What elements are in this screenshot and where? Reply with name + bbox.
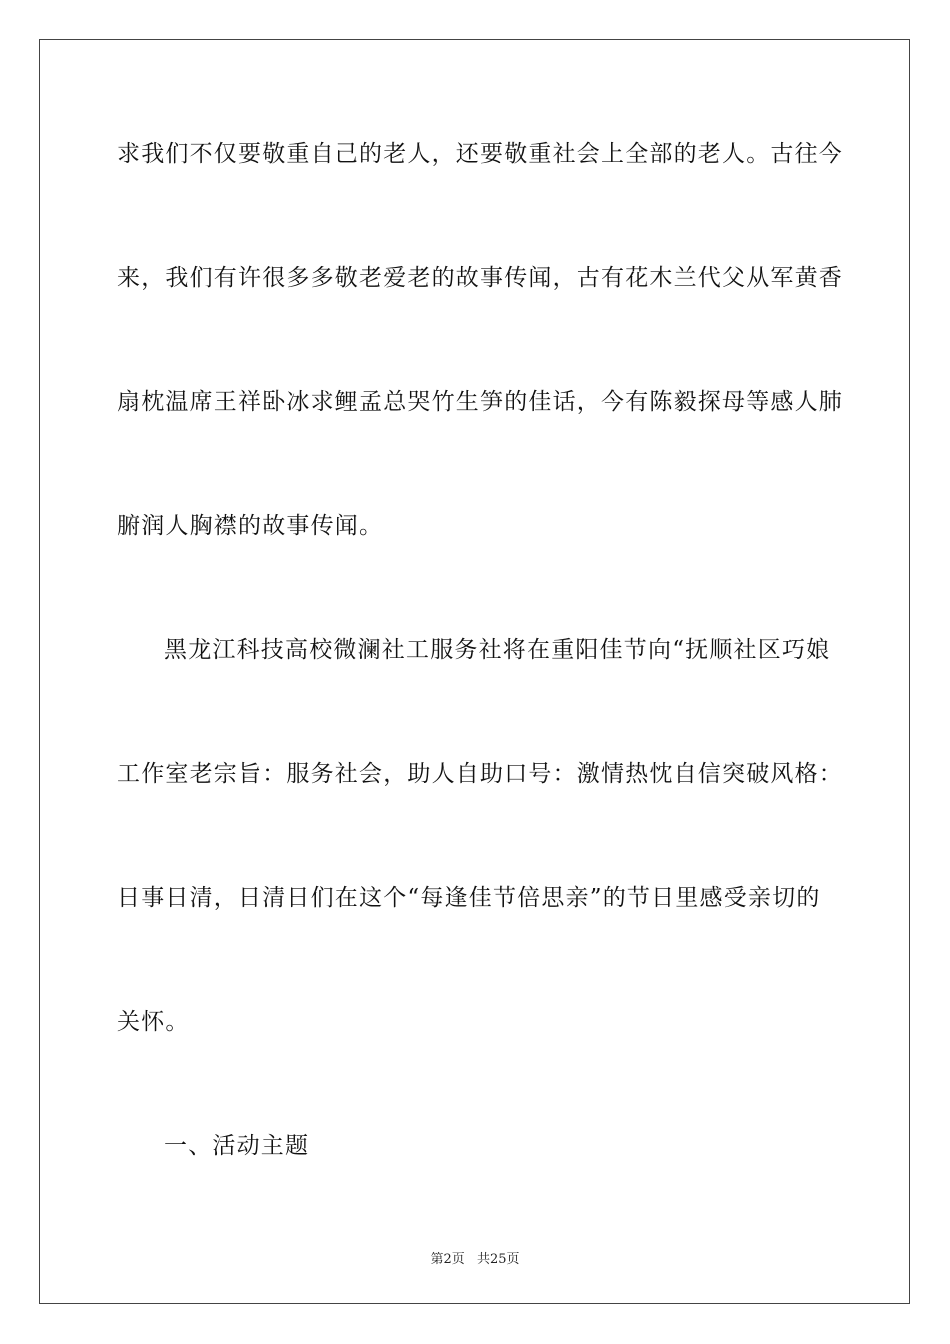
body-text-line-3: 扇枕温席王祥卧冰求鲤孟总哭竹生笋的佳话，今有陈毅探母等感人肺 [117,389,843,415]
body-text-line-8: 关怀。 [117,1009,190,1035]
page-footer [0,1248,950,1267]
body-text-line-6: 工作室老宗旨：服务社会，助人自助口号：激情热忱自信突破风格： [117,761,843,787]
body-text-line-4: 腑润人胸襟的故事传闻。 [117,513,384,539]
body-text-line-1: 求我们不仅要敬重自己的老人，还要敬重社会上全部的老人。古往今 [117,141,843,167]
body-text-line-7: 日事日清，日清日们在这个“每逢佳节倍思亲”的节日里感受亲切的 [117,885,821,911]
page-border [39,39,910,1304]
paragraph-start-line: 黑龙江科技高校微澜社工服务社将在重阳佳节向“抚顺社区巧娘 [164,637,831,663]
page-number: 第2页 [430,1252,465,1267]
body-text-line-2: 来，我们有许很多多敬老爱老的故事传闻，古有花木兰代父从军黄香 [117,265,843,291]
section-heading: 一、活动主题 [164,1133,310,1159]
total-pages: 共25页 [476,1252,520,1267]
